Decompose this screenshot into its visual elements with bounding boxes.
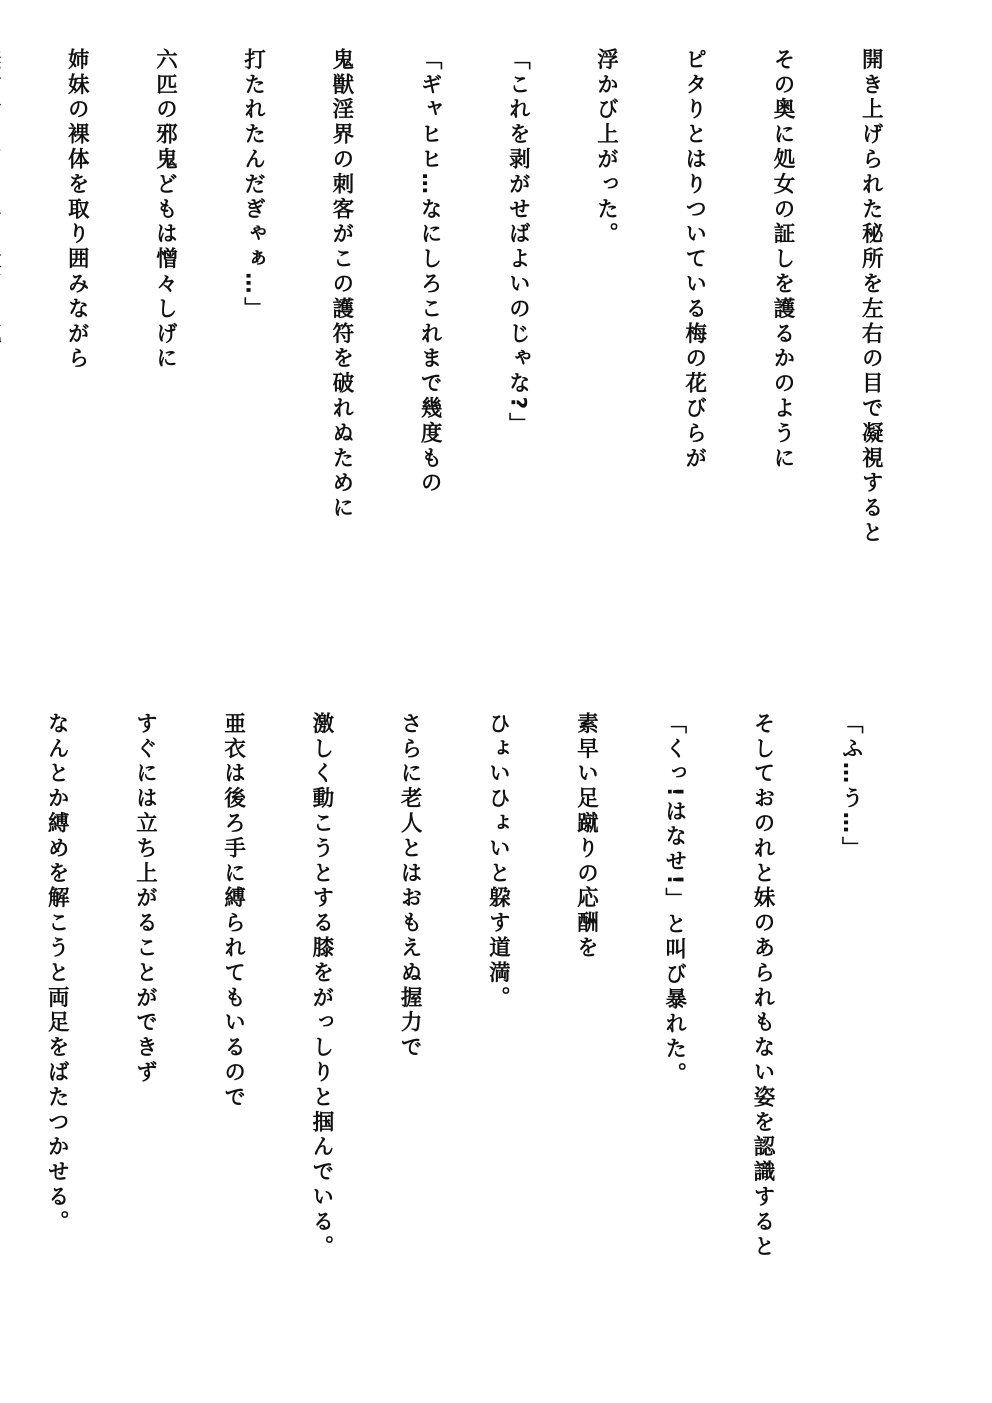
text-line: 激しく動こうとする膝をがっしりと掴んでいる。 (308, 712, 334, 1260)
text-line: 亜衣は後ろ手に縛られてもいるので (220, 712, 246, 1111)
text-line: 姉妹の裸体を取り囲みながら (64, 48, 90, 372)
text-line: 素早い足蹴りの応酬を (573, 712, 599, 961)
text-line: ピタりとはりついている梅の花びらが (681, 48, 707, 472)
lower-text-block (44, 712, 924, 1312)
text-line: 鬼獣淫界の刺客がこの護符を破れぬために (328, 48, 354, 522)
text-line (0, 48, 3, 648)
text-line: 浮かび上がった。 (593, 48, 619, 248)
text-line: 「ギャヒヒ…なにしろこれまで幾度もの (417, 48, 443, 497)
text-line: すぐには立ち上がることができず (132, 712, 158, 1086)
text-line: なんとか縛めを解こうと両足をばたつかせる。 (44, 712, 70, 1235)
text-line: 開き上げられた秘所を左右の目で凝視すると (858, 48, 884, 546)
upper-text-block (64, 48, 944, 648)
text-line: その奥に処女の証しを護るかのように (769, 48, 795, 472)
text-line: 「これを剥がせばよいのじゃな?」 (505, 48, 531, 438)
text-line: 「くっ!はなせ!」と叫び暴れた。 (661, 712, 687, 1088)
text-line: 打たれたんだぎゃぁ…」 (240, 48, 266, 322)
text-line: そしておのれと妹のあられもない姿を認識すると (749, 712, 775, 1260)
text-line: ひょいひょいと躱す道満。 (485, 712, 511, 1011)
text-line: 六匹の邪鬼どもは憎々しげに (152, 48, 178, 372)
text-line: さらに老人とはおもえぬ握力で (397, 712, 423, 1061)
text-line: 「ふ…う…」 (838, 712, 864, 862)
